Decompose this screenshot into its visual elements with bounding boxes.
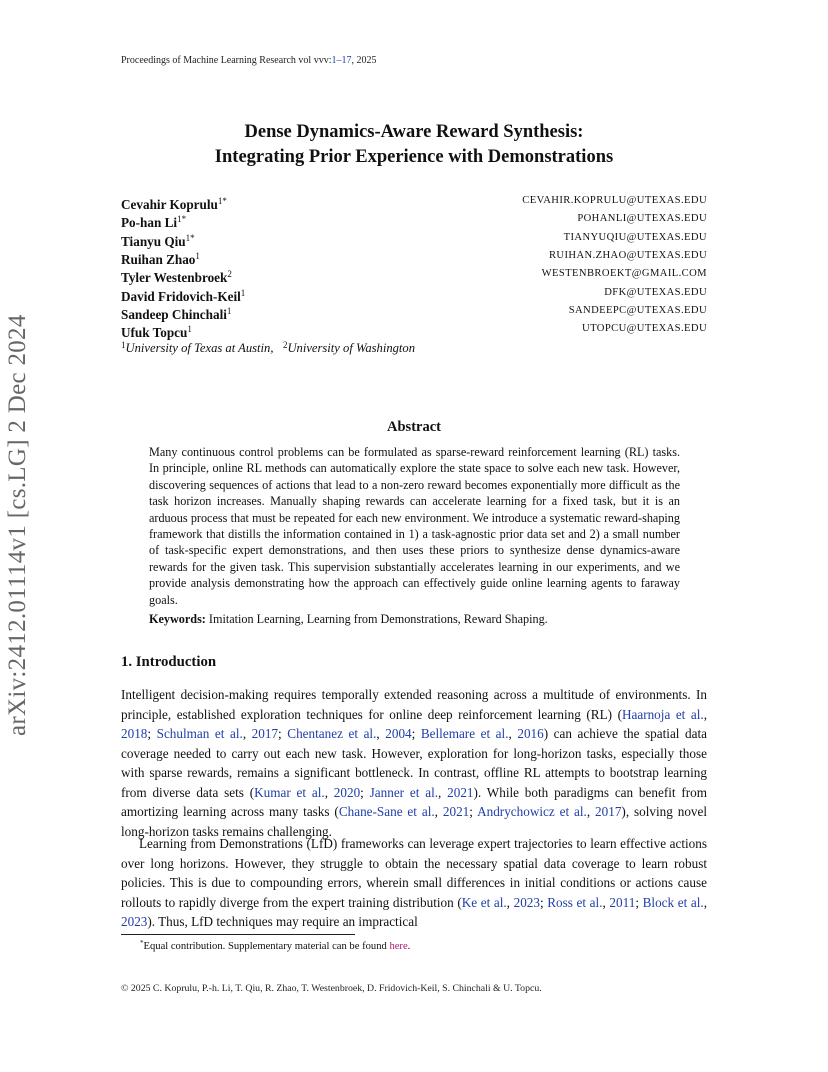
author-email[interactable]: WESTENBROEKT@GMAIL.COM <box>541 268 707 280</box>
paragraph-text: , <box>376 726 386 741</box>
affiliations <box>121 340 415 356</box>
paragraph-text: ; <box>278 726 288 741</box>
paragraph-text: , <box>703 706 707 722</box>
paragraph-text: , <box>324 784 334 800</box>
author-affiliation-mark: 1* <box>177 214 187 225</box>
abstract-heading: Abstract <box>387 419 441 435</box>
paragraph-text: ; <box>635 894 643 910</box>
citation-link[interactable]: 2004 <box>385 726 412 741</box>
running-header <box>121 55 377 66</box>
title-line-2: Integrating Prior Experience with Demonstrations <box>214 147 614 167</box>
paragraph-text: ; <box>147 726 157 741</box>
author-row <box>121 320 707 341</box>
citation-link[interactable]: 2023 <box>513 894 540 910</box>
author-name-text: Cevahir Koprulu <box>121 197 218 212</box>
author-row <box>121 247 707 265</box>
citation-link[interactable]: Ross et al. <box>547 894 603 910</box>
paragraph-text: ; <box>539 894 548 910</box>
copyright-line: © 2025 C. Koprulu, P.-h. Li, T. Qiu, R. Zhao, T. Westenbroek, D. Fridovich-Keil, S. Chinchali & U. Topcu. <box>121 983 542 994</box>
citation-link[interactable]: Schulman et al. <box>156 726 243 741</box>
citation-link[interactable]: Haarnoja et al. <box>621 706 704 722</box>
affiliation-mark-2: 2 <box>282 340 288 350</box>
footnote-text: Equal contribution. Supplementary material can be found <box>143 941 390 952</box>
author-row <box>121 192 707 210</box>
abstract-body: Many continuous control problems can be formulated as sparse-reward reinforcement learning (RL) tasks. In principle, online RL methods can automatically explore the state space to solve each new task. However, discovering sequences of actions that lead to a non-zero reward becomes exponentially more difficult as the task horizon increases. Manually shaping rewards can accelerate learning for a fixed task, but it is an arduous process that must be repeated for each new environment. We introduce a systematic reward-shaping framework that distills the information contained in 1) a task-agnostic prior data set and 2) a small number of task-specific expert demonstrations, and then uses these priors to synthesize dense dynamics-aware rewards for the given task. This supervision substantially accelerates learning in our experiments, and we provide analysis demonstrating how the approach can effectively guide online learning agents to faraway goals. <box>149 445 680 607</box>
author-name-text: Sandeep Chinchali <box>121 306 227 322</box>
author-affiliation-mark: 2 <box>227 269 232 280</box>
footnote <box>140 939 410 952</box>
author-email[interactable]: UTOPCU@UTEXAS.EDU <box>582 323 707 335</box>
author-name-text: Ufuk Topcu <box>121 325 188 341</box>
author-email[interactable]: SANDEEPC@UTEXAS.EDU <box>568 304 707 316</box>
author-affiliation-mark: 1 <box>187 324 192 335</box>
paragraph-text: , <box>703 894 707 910</box>
paragraph-text: ). Thus, LfD techniques may require an impractical <box>147 914 418 929</box>
citation-link[interactable]: Chentanez et al. <box>287 726 377 741</box>
paragraph-text: Intelligent decision-making requires temporally extended reasoning across a multitude of environments. In principle, established exploration techniques for online deep reinforcement learning (RL) ( <box>121 687 707 722</box>
author-name-text: David Fridovich-Keil <box>121 288 241 304</box>
footnote-end: . <box>407 941 411 952</box>
author-row <box>121 210 707 231</box>
author-email[interactable]: TIANYUQIU@UTEXAS.EDU <box>563 231 707 243</box>
author-affiliation-mark: 1* <box>217 196 227 206</box>
paragraph-text: ; <box>360 784 370 800</box>
intro-paragraph-2 <box>121 834 707 932</box>
header-pages-link[interactable]: 1–17 <box>331 55 352 66</box>
supplementary-link[interactable]: here <box>389 941 408 952</box>
affiliation-2: University of Washington <box>287 341 416 355</box>
paragraph-text: , <box>438 784 448 800</box>
keywords <box>149 612 680 627</box>
author-email[interactable]: CEVAHIR.KOPRULU@UTEXAS.EDU <box>522 195 707 206</box>
paragraph-text: ), solving novel long-horizon tasks remains challenging. <box>121 804 708 839</box>
citation-link[interactable]: Chane-Sane et al. <box>338 804 435 819</box>
author-email[interactable]: POHANLI@UTEXAS.EDU <box>577 213 707 225</box>
citation-link[interactable]: 2020 <box>333 784 361 800</box>
author-affiliation-mark: 1* <box>185 232 195 243</box>
paragraph-text: , <box>602 894 610 910</box>
citation-link[interactable]: 2021 <box>447 784 474 800</box>
paper-title <box>0 120 828 170</box>
footnote-mark: * <box>140 939 144 947</box>
citation-link[interactable]: Kumar et al. <box>254 784 325 800</box>
author-affiliation-mark: 1 <box>195 250 200 261</box>
paragraph-text: , <box>242 726 252 741</box>
paragraph-text: , <box>586 804 596 819</box>
author-row <box>121 302 707 320</box>
citation-link[interactable]: 2021 <box>442 804 470 819</box>
header-year: , 2025 <box>351 55 377 66</box>
author-row <box>121 229 707 247</box>
author-name-text: Po-han Li <box>121 215 178 231</box>
author-name-text: Tyler Westenbroek <box>121 270 228 286</box>
citation-link[interactable]: 2011 <box>609 894 636 910</box>
citation-link[interactable]: 2023 <box>121 914 148 929</box>
header-text: Proceedings of Machine Learning Research vol vvv: <box>121 55 332 66</box>
author-email[interactable]: RUIHAN.ZHAO@UTEXAS.EDU <box>548 249 707 261</box>
intro-paragraph-1 <box>121 685 707 841</box>
paragraph-text: ; <box>469 804 478 819</box>
keywords-label: Keywords: <box>149 612 206 626</box>
author-row <box>121 284 707 302</box>
citation-link[interactable]: Block et al. <box>642 894 704 910</box>
footnote-rule <box>121 934 355 935</box>
citation-link[interactable]: Janner et al. <box>369 784 439 800</box>
author-affiliation-mark: 1 <box>240 287 246 298</box>
paragraph-text: , <box>434 804 443 819</box>
affiliation-1: University of Texas at Austin, <box>125 341 274 355</box>
paragraph-text: ) can achieve the spatial data coverage needed to carry out each new task. However, exploration for long-horizon tasks, especially those with sparse rewards, remains a significant bottleneck. In contrast, offline RL attempts to bootstrap learning from diverse data sets ( <box>121 726 707 800</box>
section-heading-introduction: 1. Introduction <box>121 654 217 670</box>
keywords-text: Imitation Learning, Learning from Demonstrations, Reward Shaping. <box>208 612 548 626</box>
citation-link[interactable]: Bellemare et al. <box>420 726 509 741</box>
citation-link[interactable]: 2018 <box>121 726 148 741</box>
paragraph-text: ; <box>411 726 421 741</box>
arxiv-stamp: arXiv:2412.01114v1 [cs.LG] 2 Dec 2024 <box>4 314 31 736</box>
author-name-text: Ruihan Zhao <box>121 251 196 267</box>
author-row <box>121 265 707 286</box>
author-name-text: Tianyu Qiu <box>121 233 186 249</box>
title-line-1: Dense Dynamics-Aware Reward Synthesis: <box>244 122 584 142</box>
citation-link[interactable]: Andrychowicz et al. <box>477 804 587 819</box>
citation-link[interactable]: Ke et al. <box>461 894 507 910</box>
paragraph-text: , <box>506 894 514 910</box>
citation-link[interactable]: 2016 <box>517 726 544 741</box>
paragraph-text: Learning from Demonstrations (LfD) frameworks can leverage expert trajectories to learn effective actions over long horizons. However, they struggle to obtain the necessary spatial data coverage to learn robust policies. This is due to compounding errors, wherein small differences in initial conditions or actions cause rollouts to rapidly diverge from the expert training distribution ( <box>121 836 707 910</box>
citation-link[interactable]: 2017 <box>251 726 279 741</box>
author-affiliation-mark: 1 <box>226 305 232 316</box>
citation-link[interactable]: 2017 <box>595 804 622 819</box>
paragraph-text: , <box>508 726 518 741</box>
affiliation-mark-1: 1 <box>121 340 126 350</box>
author-name <box>121 325 192 340</box>
paragraph-text: ). While both paradigms can benefit from amortizing learning across many tasks ( <box>121 784 707 819</box>
author-email[interactable]: DFK@UTEXAS.EDU <box>604 286 707 298</box>
